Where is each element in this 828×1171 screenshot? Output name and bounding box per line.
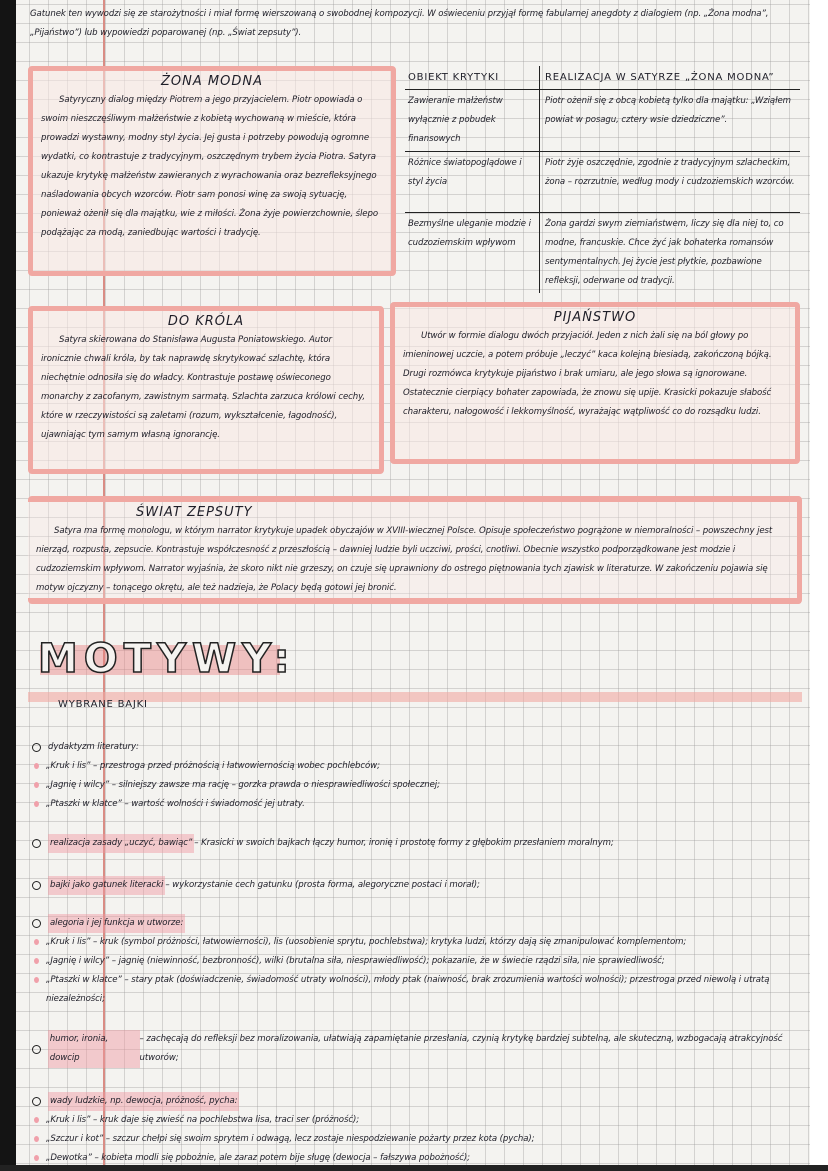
pijanstwo-box bbox=[390, 302, 800, 464]
motif-sub: „Kruk i lis” – przestroga przed próżnością i łatwowiernością wobec pochlebców; bbox=[32, 757, 802, 776]
do-krola-title: DO KRÓLA bbox=[167, 314, 245, 329]
table-cell: Bezmyślne uleganie modzie i cudzoziemskim wpływom bbox=[405, 213, 540, 293]
motif-rest: – zachęcają do refleksji bez moralizowania, ułatwiają zapamiętanie przesłania, czynią krytykę bardziej subtelną, ale skuteczną, wzbogacają atrakcyjność utworów; bbox=[139, 1034, 783, 1063]
motif-sub: „Kruk i lis” – kruk (symbol próżności, łatwowierności), lis (uosobienie sprytu, pochlebstwa); krytyka ludzi, którzy dają się zmanipulować komplementom; bbox=[32, 933, 802, 952]
table-cell: Żona gardzi swym ziemiaństwem, liczy się dla niej to, co modne, francuskie. Chce żyć jak bohaterka romansów sentymentalnych. Jej życie jest płytkie, pozbawione refleksji, oderwane od tradycji. bbox=[545, 219, 784, 286]
table-cell: Zawieranie małżeństw wyłącznie z pobudek finansowych bbox=[405, 90, 540, 151]
table-cell: Różnice światopoglądowe i styl życia bbox=[405, 152, 540, 212]
motif-head: dydaktyzm literatury: bbox=[48, 742, 139, 752]
do-krola-box bbox=[28, 306, 384, 474]
motif-item bbox=[32, 738, 802, 814]
circle-bullet-icon bbox=[32, 839, 41, 848]
motif-rest: – Krasicki w swoich bajkach łączy humor, ironię i prostotę formy z głębokim przesłaniem moralnym; bbox=[194, 838, 614, 848]
motif-sub: „Jagnię i wilcy” – jagnię (niewinność, bezbronność), wilki (brutalna siła, niesprawiedliwość); pokazanie, że w świecie rządzi siła, nie sprawiedliwość; bbox=[32, 952, 802, 971]
motif-head: bajki jako gatunek literacki bbox=[48, 876, 165, 895]
circle-bullet-icon bbox=[32, 1097, 41, 1106]
swiat-zepsuty-text: Satyra ma formę monologu, w którym narrator krytykuje upadek obyczajów w XVIII-wiecznej Polsce. Opisuje społeczeństwo pogrążone w niemoralności – powszechny jest nierząd, rozpusta, zepsucie. Kontrastuje współczesność z przeszłością – dawniej ludzie byli uczciwi, prości, cnotliwi. Obecnie wszystko podporządkowane jest modzie i cudzoziemskim wpływom. Narrator wyjaśnia, że skoro nikt nie grzeszy, on czuje się uprawniony do ostrego piętnowania tych zjawisk w literaturze. W zakończeniu pojawia się motyw ojczyzny – tonącego okrętu, ale też nadzieja, że Polacy będą gotowi jej bronić. bbox=[36, 526, 773, 593]
motywy-title: MOTYWY: bbox=[38, 636, 296, 682]
table-header-row bbox=[405, 66, 800, 90]
motif-rest: – wykorzystanie cech gatunku (prosta forma, alegoryczne postaci i morał); bbox=[165, 880, 480, 890]
circle-bullet-icon bbox=[32, 743, 41, 752]
motif-sub: „Szczur i kot” – szczur chełpi się swoim sprytem i odwagą, lecz zostaje niespodziewanie pożarty przez kota (pycha); bbox=[32, 1130, 802, 1149]
motif-item bbox=[32, 1030, 802, 1068]
pijanstwo-text: Utwór w formie dialogu dwóch przyjaciół. Jeden z nich żali się na ból głowy po imieninowej uczcie, a potem próbuje „leczyć” kaca kolejną biesiadą, zakończoną bójką. Drugi rozmówca krytykuje pijaństwo i brak umiaru, ale jego słowa są ignorowane. Ostatecznie cierpiący bohater zapowiada, że znowu się upije. Krasicki pokazuje słabość charakteru, nałogowość i lekkomyślność, wyrażając wątpliwość co do rozsądku ludzi. bbox=[403, 331, 772, 417]
motif-item bbox=[32, 914, 802, 1009]
motif-item bbox=[32, 876, 802, 895]
zona-modna-title: ŻONA MODNA bbox=[161, 74, 263, 89]
circle-bullet-icon bbox=[32, 881, 41, 890]
table-row bbox=[405, 213, 800, 293]
motif-head: realizacja zasady „uczyć, bawiąc” bbox=[48, 834, 194, 853]
table-row bbox=[405, 152, 800, 213]
motif-head: humor, ironia, dowcip bbox=[48, 1030, 140, 1068]
motif-item bbox=[32, 834, 802, 853]
table-header-realization: REALIZACJA W SATYRZE „ŻONA MODNA” bbox=[545, 72, 775, 83]
motif-sub: „Kruk i lis” – kruk daje się zwieść na pochlebstwa lisa, traci ser (próżność); bbox=[32, 1111, 802, 1130]
motif-sub: „Ptaszki w klatce” – stary ptak (doświadczenie, świadomość utraty wolności), młody ptak (naiwność, brak zrozumienia wartości wolności); przestroga przed niewolą i utratą niezależności; bbox=[32, 971, 802, 1009]
motif-item bbox=[32, 1092, 802, 1168]
motif-sub: „Jagnię i wilcy” – silniejszy zawsze ma rację – gorzka prawda o niesprawiedliwości społecznej; bbox=[32, 776, 802, 795]
swiat-zepsuty-box bbox=[28, 496, 802, 604]
motif-sub: „Ptaszki w klatce” – wartość wolności i świadomość jej utraty. bbox=[32, 795, 802, 814]
zona-modna-text: Satyryczny dialog między Piotrem a jego przyjacielem. Piotr opowiada o swoim nieszczęśliwym małżeństwie z kobietą wychowaną w mieście, która prowadzi wystawny, modny styl życia. Jej gusta i potrzeby powodują ogromne wydatki, co kontrastuje z tradycyjnym, oszczędnym trybem życia Piotra. Satyra ukazuje krytykę małżeństw zawieranych z wyrachowania oraz bezrefleksyjnego naśladowania obcych wzorców. Piotr sam ponosi winę za swoją sytuację, ponieważ ożenił się dla majątku, wie z miłości. Żona żyje powierzchownie, ślepo podążając za modą, zaniedbując wartości i tradycję. bbox=[41, 95, 379, 238]
page-right-edge bbox=[810, 0, 828, 1171]
intro-paragraph: Gatunek ten wywodzi się ze starożytności i miał formę wierszowaną o swobodnej kompozycji. W oświeceniu przyjął formę fabularnej anegdoty z dialogiem (np. „Żona modna”, „Pijaństwo”) lub wypowiedzi poparowanej (np. „Świat zepsuty”). bbox=[30, 9, 769, 38]
circle-bullet-icon bbox=[32, 1045, 41, 1054]
critique-table bbox=[405, 66, 800, 293]
table-header-object: OBIEKT KRYTYKI bbox=[405, 66, 540, 89]
swiat-zepsuty-title: ŚWIAT ZEPSUTY bbox=[136, 505, 253, 520]
page-bottom-edge bbox=[0, 1165, 828, 1171]
pijanstwo-title: PIJAŃSTWO bbox=[553, 310, 637, 325]
do-krola-text: Satyra skierowana do Stanisława Augusta Poniatowskiego. Autor ironicznie chwali króla, by tak naprawdę skrytykować szlachtę, która niechętnie odnosiła się do władcy. Kontrastuje postawę oświeconego monarchy z zacofanym, zawistnym sarmatą. Szlachta zarzuca królowi cechy, które w rzeczywistości są zaletami (rozum, wykształcenie, łagodność), ujawniając tym samym własną ignorancję. bbox=[41, 335, 366, 440]
circle-bullet-icon bbox=[32, 919, 41, 928]
table-cell: Piotr żyje oszczędnie, zgodnie z tradycyjnym szlacheckim, żona – rozrzutnie, według mody i cudzoziemskich wzorców. bbox=[545, 158, 795, 187]
motif-head: alegoria i jej funkcja w utworze: bbox=[48, 914, 185, 933]
notebook-binding-edge bbox=[0, 0, 16, 1171]
zona-modna-box bbox=[28, 66, 396, 276]
table-cell: Piotr ożenił się z obcą kobietą tylko dla majątku: „Wziąłem powiat w posagu, cztery wsie dziedziczne”. bbox=[545, 96, 791, 125]
motif-head: wady ludzkie, np. dewocja, próżność, pycha: bbox=[48, 1092, 239, 1111]
motif-sub: „Dewotka” – kobieta modli się pobożnie, ale zaraz potem bije sługę (dewocja – fałszywa pobożność); bbox=[32, 1149, 802, 1168]
table-row bbox=[405, 90, 800, 152]
wybrane-bajki-subtitle: WYBRANE BAJKI bbox=[58, 699, 148, 710]
